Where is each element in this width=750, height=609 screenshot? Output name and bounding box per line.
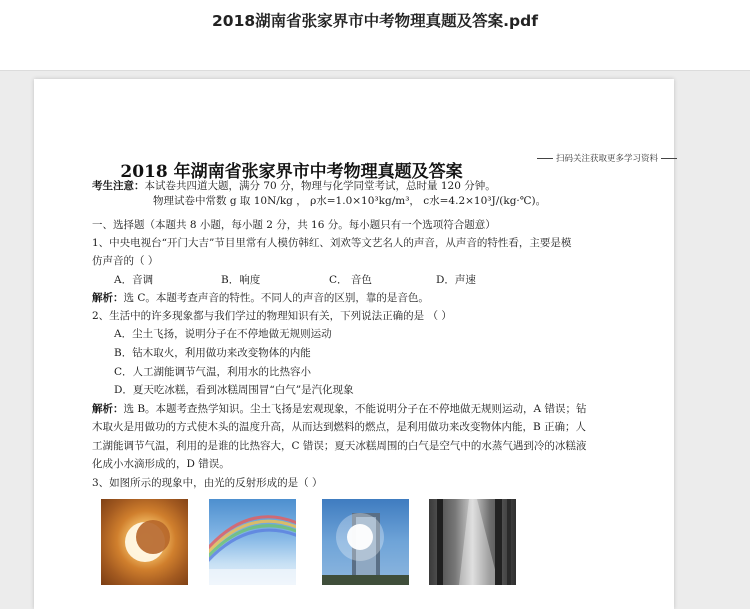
q2-option-a: A．尘土飞扬，说明分子在不停地做无规则运动 [114,328,332,340]
q3-stem: 3、如图所示的现象中，由光的反射形成的是（ ） [92,477,323,489]
q1-option-c: C． 音色 [329,274,372,286]
q1-analysis-label: 解析： [92,292,124,304]
q2-analysis-label: 解析： [92,403,124,415]
viewer-toolbar [0,0,750,71]
building-illustration [322,499,409,585]
rainbow-illustration [209,499,296,585]
q2-analysis-line1 [92,402,586,416]
q2-stem: 2、生活中的许多现象都与我们学过的物理知识有关，下列说法正确的是 （ ） [92,310,452,322]
promo-text: 扫码关注获取更多学习资料 [556,154,659,164]
q2-option-b: B．钻木取火，利用做功来改变物体的内能 [114,347,311,359]
q1-analysis-text: 选 C。本题考查声音的特性。不同人的声音的区别，靠的是音色。 [123,292,429,304]
notice-text: 本试卷共四道大题，满分 70 分，物理与化学同堂考试，总时量 120 分钟。 [144,180,496,192]
promo-rule-right [661,158,677,159]
q2-analysis-line4: 化成小水滴形成的，D 错误。 [92,458,230,470]
q2-analysis-line3: 工湖能调节气温，利用的是谁的比热容大，C 错误；夏天冰糕周围的白气是空气中的水蒸气遇到冷的冰糕液 [92,440,587,452]
photo-forest-light-rays [429,499,516,585]
q1-option-b: B．响度 [221,274,261,286]
constants-line: 物理试卷中常数 g 取 10N/kg ， ρ水=1.0×10³kg/m³， c水=4.2×10³J/(kg·℃)。 [153,195,547,207]
forest-illustration [429,499,516,585]
eclipse-illustration [101,499,188,585]
exam-title: 2018 年湖南省张家界市中考物理真题及答案 [120,162,463,182]
photo-building-glare [322,499,409,585]
photo-solar-eclipse [101,499,188,585]
notice-label: 考生注意： [92,180,145,192]
section-heading: 一、选择题（本题共 8 小题，每小题 2 分，共 16 分。每小题只有一个选项符合题意） [92,219,496,231]
photo-rainbow [209,499,296,585]
q2-analysis-line2: 木取火是用做功的方式使木头的温度升高，从而达到燃料的燃点，是利用做功来改变物体内能，B 正确；人 [92,421,587,433]
q2-option-d: D．夏天吃冰糕，看到冰糕周围冒“白气”是汽化现象 [114,384,354,396]
document-title: 2018湖南省张家界市中考物理真题及答案.pdf [212,12,538,30]
q1-analysis [92,291,429,305]
q2-option-c: C．人工湖能调节气温，利用水的比热容小 [114,366,312,378]
promo-banner [534,152,680,164]
q2-analysis-text: 选 B。本题考查热学知识。尘土飞扬是宏观现象，不能说明分子在不停地做无规则运动，A 错误；钻 [123,403,587,415]
q1-stem-line2: 仿声音的（ ） [92,255,159,267]
q1-option-d: D．声速 [436,274,476,286]
q1-option-a: A．音调 [114,274,154,286]
notice-line [92,179,496,193]
pdf-page[interactable] [34,79,674,609]
q1-stem-line1: 1、中央电视台“开门大吉”节目里常有人模仿韩红、刘欢等文艺名人的声音，从声音的特性看，主要是模 [92,237,572,249]
